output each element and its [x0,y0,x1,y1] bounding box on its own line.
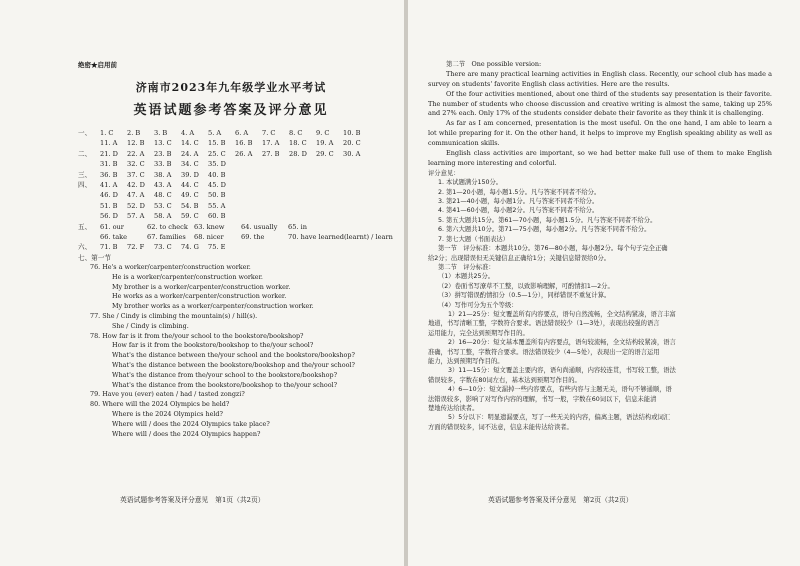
level-line: 楚地传达给读者。 [428,405,479,413]
confidential-mark: 绝密★启用前 [78,61,117,69]
answer-cell: 16. B [235,139,253,148]
answer-cell: 45. D [208,180,226,189]
answer-line: 79. Have you (ever) eaten / had / tasted zongzi? [90,390,245,399]
answer-cell: 33. B [154,160,172,169]
answer-cell: 2. B [127,129,141,137]
answer-cell: 61. our [100,222,124,231]
section-label: 六、 [78,243,92,252]
page-footer: 英语试题参考答案及评分意见 第1页（共2页） [120,496,265,504]
answer-cell: 15. B [208,139,226,148]
section-7-title: 七、第一节 [78,253,111,262]
answer-cell: 56. D [100,212,118,221]
level-line: 运用能力，完全达到预期写作目的。 [428,329,529,337]
answer-line: My brother is a worker/carpenter/construction worker. [112,282,291,291]
answer-line: 77. She / Cindy is climbing the mountain(s) / hill(s). [90,312,258,321]
answer-cell: 27. B [262,149,280,158]
answer-cell: 8. C [289,129,303,137]
grading-item: 7. 第七大题（书面表达） [438,235,509,243]
answer-line: Where will / does the 2024 Olympics happen? [112,429,261,438]
answer-cell: 46. D [100,191,118,200]
answer-cell: 18. C [289,139,307,148]
answer-cell: 55. A [208,201,226,210]
answer-line: What's the distance from the/your school to the bookstore/bookshop? [112,370,338,379]
answer-line: 76. He's a worker/carpenter/construction worker. [90,263,251,272]
answer-cell: 48. C [154,191,172,200]
section-label: 三、 [78,170,92,179]
answer-line: He works as a worker/carpenter/construction worker. [112,292,287,301]
answer-cell: 65. in [288,222,307,231]
answer-cell: 71. B [100,243,118,252]
answer-line: 78. How far is it from the/your school to the bookstore/bookshop? [90,331,304,340]
answer-cell: 73. C [154,243,172,252]
answer-cell: 19. A [316,139,334,148]
grading-item: 4. 第41—60小题，每小题2分。凡与答案不同者不给分。 [438,207,599,215]
writing-levels [428,310,772,432]
answer-cell: 70. have learned(learnt) / learn [288,232,393,241]
answer-row [78,159,384,169]
level-line: 3）11—15分：短文覆盖主要内容，语句尚通顺，内容较连贯，书写较工整，语法 [448,367,676,375]
grading-item: 1. 本试题满分150分。 [438,179,503,187]
answer-cell: 43. A [154,180,172,189]
answer-cell: 49. C [181,191,199,200]
level-line: 准确，书写工整，字数符合要求。语法错误较少（4—5处），表现出一定的语言运用 [428,348,660,356]
level-line: 法错误较多，影响了对写作内容的理解，书写一般，字数在60词以下，信息未能清 [428,395,657,403]
essay-paragraph: Of the four activities mentioned, about one third of the students say presentation is their favorite. The number of students who choose discussion and creative writing is almost the same, taking up 25% and 27% each. Only 17% of the students consider debate their favorite as they think it is challenging. [428,89,772,118]
answer-cell: 64. usually [241,222,278,231]
section-6-answers [78,242,384,252]
level-line: 地道，书写清晰工整，字数符合要求。语法错误较少（1—3处），表现出较强的语言 [428,320,660,328]
essay-paragraph: There are many practical learning activities in English class. Recently, our school club has made a survey on students' favorite English class activities. Here are the results. [428,69,772,88]
answer-cell: 72. F [127,243,145,252]
section-label: 五、 [78,222,92,231]
answer-line: 80. Where will the 2024 Olympics be held? [90,400,230,409]
answer-line: Where is the 2024 Olympics held? [112,410,223,419]
answer-cell: 62. to check [147,222,188,231]
written-answers [78,263,384,439]
page-footer: 英语试题参考答案及评分意见 第2页（共2页） [488,496,633,504]
answer-cell: 3. B [154,129,168,137]
answer-cell: 74. G [181,243,199,252]
answer-cell: 35. D [208,160,226,169]
answer-cell: 30. A [343,149,361,158]
level-line: 5）5分以下：明显遗漏要点，写了一些无关的内容，偏离主题，语法结构或词汇 [448,414,671,422]
grading-item: 2. 第1—20小题，每小题1.5分。凡与答案不同者不给分。 [438,188,601,196]
answer-cell: 9. C [316,129,330,137]
answer-cell: 41. A [100,180,118,189]
grading-notes [428,169,772,432]
answer-cell: 26. A [235,149,253,158]
answer-line: He is a worker/carpenter/construction worker. [112,272,263,281]
grading-title: 评分意见： [428,169,460,177]
answer-line: Where will / does the 2024 Olympics take place? [112,419,270,428]
answer-cell: 37. C [127,170,145,179]
grading-item: 3. 第21—40小题，每小题1分。凡与答案不同者不给分。 [438,198,599,206]
answer-cell: 31. B [100,160,118,169]
part-2-title: 第二节 评分标准： [438,263,495,271]
answer-cell: 63. knew [194,222,225,231]
answer-cell: 47. A [127,191,145,200]
level-line: 2）16—20分：短文基本覆盖所有内容要点，语句较流畅，全文结构较紧凑，语言 [448,339,676,347]
essay-paragraph: English class activities are important, so we had better make full use of them to make English learning more interesting and colorful. [428,149,772,167]
level-line: 错误较多，字数在80词左右，基本达到预期写作目的。 [428,376,581,384]
answer-row [78,170,384,180]
criteria-item: （2）卷面书写潦草不工整，以致影响理解，可酌情扣1—2分。 [438,282,614,290]
section-2-title: 第二节 One possible version: [446,60,542,68]
essay-paragraphs [428,70,772,169]
answer-row [78,128,384,138]
answer-cell: 13. C [154,139,172,148]
answer-cell: 40. B [208,170,226,179]
answer-cell: 42. D [127,180,145,189]
answer-cell: 58. A [154,212,172,221]
grading-item: 5. 第五大题共15分。第61—70小题，每小题1.5分。凡与答案不同者不给分。 [438,216,657,224]
answer-cell: 36. B [100,170,118,179]
answer-row [78,232,393,242]
section-label: 四、 [78,180,92,189]
level-line: 方面的错误较多，词不达意，信息未能传达给读者。 [428,423,573,431]
answer-line: What's the distance from the bookstore/bookshop to the/your school? [112,380,338,389]
answer-line: She / Cindy is climbing. [112,321,189,330]
answer-cell: 50. B [208,191,226,200]
answer-cell: 44. C [181,180,199,189]
part-1-criteria [428,244,772,263]
answer-cell: 34. C [181,160,199,169]
answer-row [78,180,384,190]
answer-cell: 32. C [127,160,145,169]
essay-paragraph: As far as I am concerned, presentation is the most useful. On the one hand, I am able to learn a lot while preparing for it. On the other hand, it helps to improve my English speaking ability as well as communication skills. [428,119,772,148]
answer-cell: 17. A [262,139,280,148]
answer-cell: 21. D [100,149,118,158]
multiple-choice-answers [78,128,393,263]
level-line: 4）6—10分：短文漏掉一些内容要点，有些内容与主题无关，语句不够通顺，语 [448,386,672,394]
answer-row [78,190,384,200]
answer-cell: 24. A [181,149,199,158]
answer-cell: 20. C [343,139,361,148]
answer-cell: 14. C [181,139,199,148]
answer-cell: 57. A [127,212,145,221]
answer-cell: 75. E [208,243,226,252]
criteria-line: 第一节 评分标准：本题共10分。第76—80小题，每小题2分。每个句子完全正确 [438,245,668,253]
answer-grid [78,128,384,222]
answer-cell: 53. C [154,201,172,210]
answer-cell: 69. the [241,232,265,241]
exam-title: 济南市2023年九年级学业水平考试 [135,81,327,94]
answer-cell: 60. B [208,212,226,221]
criteria-item: （4）写作可分为五个等级： [438,301,518,309]
answer-cell: 68. nicer [194,232,224,241]
part-2-criteria [428,272,772,310]
answer-cell: 1. C [100,129,114,137]
criteria-item: （3）拼写错误酌情扣分（0.5—1分），同样错误不重复计算。 [438,292,611,300]
answer-cell: 59. C [181,212,199,221]
document-title: 英语试题参考答案及评分意见 [133,103,329,118]
grading-list [428,178,772,244]
answer-cell: 6. A [235,129,249,137]
answer-key-page-2 [408,0,800,566]
answer-cell: 4. A [181,129,195,137]
section-label: 一、 [78,129,92,137]
answer-cell: 23. B [154,149,172,158]
section-5-answers [78,222,393,243]
level-line: 能力，达到预期写作目的。 [428,357,504,365]
answer-cell: 39. D [181,170,199,179]
answer-cell: 5. A [208,129,222,137]
answer-cell: 52. D [127,201,145,210]
level-line: 1）21—25分：短文覆盖所有内容要点，语句自然流畅，全文结构紧凑，语言丰富 [448,310,676,318]
answer-row [78,201,384,211]
answer-cell: 7. C [262,129,276,137]
answer-cell: 28. D [289,149,307,158]
grading-item: 6. 第六大题共10分。第71—75小题，每小题2分。凡与答案不同者不给分。 [438,226,651,234]
answer-cell: 22. A [127,149,145,158]
answer-cell: 29. C [316,149,334,158]
answer-line: How far is it from the bookstore/bookshop to the/your school? [112,341,314,350]
answer-row [78,211,384,221]
answer-cell: 54. B [181,201,199,210]
section-label: 二、 [78,149,92,158]
answer-cell: 11. A [100,139,118,148]
answer-cell: 25. C [208,149,226,158]
sample-essay [428,60,772,169]
answer-row [78,138,384,148]
criteria-line: 给2分；出现错误但无关键信息正确给1分；关键信息错误给0分。 [428,254,611,262]
answer-line: What's the distance between the bookstore/bookshop and the/your school? [112,361,355,370]
criteria-item: （1）本题共25分。 [438,273,495,281]
answer-cell: 12. B [127,139,145,148]
answer-cell: 67. families [147,232,186,241]
answer-cell: 38. A [154,170,172,179]
answer-line: My brother works as a worker/carpenter/construction worker. [112,302,314,311]
answer-cell: 66. take [100,232,128,241]
answer-row [78,222,384,232]
answer-line: What's the distance between the/your school and the bookstore/bookshop? [112,351,355,360]
answer-cell: 51. B [100,201,118,210]
answer-row [78,149,384,159]
answer-cell: 10. B [343,129,361,137]
